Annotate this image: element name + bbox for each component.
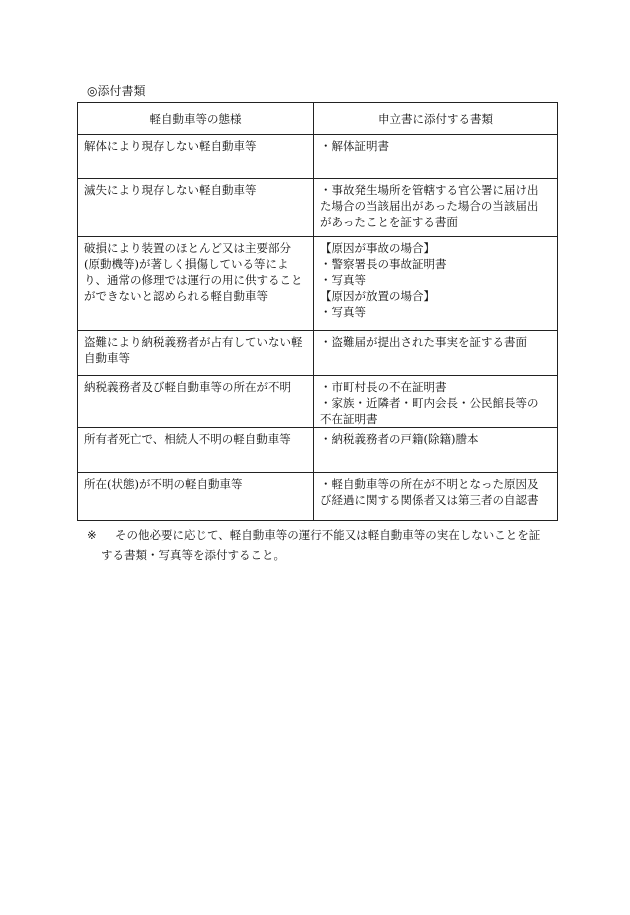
table-header-row <box>78 103 558 135</box>
condition-line: 解体により現存しない軽自動車等 <box>84 139 257 153</box>
note-line-2: する書類・写真等を添付すること。 <box>101 548 285 562</box>
condition-cell <box>78 237 314 331</box>
condition-cell <box>78 376 314 428</box>
footnote <box>87 525 557 565</box>
document-line: ・解体証明書 <box>320 139 389 153</box>
condition-line: ができないと認められる軽自動車等 <box>84 289 268 303</box>
document-line: ・警察署長の事故証明書 <box>320 257 447 271</box>
document-line: ・家族・近隣者・町内会長・公民館長等の <box>320 396 539 410</box>
condition-line: り、通常の修理では運行の用に供すること <box>84 273 303 287</box>
documents-cell <box>314 135 558 179</box>
documents-cell <box>314 179 558 237</box>
document-line: ・事故発生場所を管轄する官公署に届け出 <box>320 183 539 197</box>
document-line: び経過に関する関係者又は第三者の自認書 <box>320 493 539 507</box>
note-line-1: その他必要に応じて、軽自動車等の運行不能又は軽自動車等の実在しないことを証 <box>115 528 541 542</box>
note-mark: ※ <box>87 528 97 542</box>
table-row <box>78 473 558 521</box>
document-line: た場合の当該届出があった場合の当該届出 <box>320 199 539 213</box>
condition-cell <box>78 473 314 521</box>
table-row <box>78 428 558 473</box>
document-line: があったことを証する書面 <box>320 215 458 229</box>
section-heading: ◎添付書類 <box>87 84 146 98</box>
document-line: ・市町村長の不在証明書 <box>320 380 447 394</box>
table-row <box>78 376 558 428</box>
document-line: ・写真等 <box>320 305 366 319</box>
document-line: ・軽自動車等の所在が不明となった原因及 <box>320 477 539 491</box>
documents-cell <box>314 428 558 473</box>
documents-cell <box>314 237 558 331</box>
table-row <box>78 179 558 237</box>
documents-cell <box>314 376 558 428</box>
condition-line: 所在(状態)が不明の軽自動車等 <box>84 477 243 491</box>
condition-cell <box>78 135 314 179</box>
document-line: ・納税義務者の戸籍(除籍)謄本 <box>320 432 479 446</box>
document-line: ・盗難届が提出された事実を証する書面 <box>320 335 527 349</box>
attachment-table <box>77 102 558 521</box>
documents-cell <box>314 331 558 376</box>
condition-cell <box>78 331 314 376</box>
document-line: ・写真等 <box>320 273 366 287</box>
condition-line: 破損により装置のほとんど又は主要部分 <box>84 241 291 255</box>
condition-cell <box>78 428 314 473</box>
table-row <box>78 135 558 179</box>
condition-line: (原動機等)が著しく損傷している等によ <box>84 257 289 271</box>
header-condition: 軽自動車等の態様 <box>78 103 314 135</box>
document-line: 不在証明書 <box>320 412 378 426</box>
condition-cell <box>78 179 314 237</box>
condition-line: 滅失により現存しない軽自動車等 <box>84 183 257 197</box>
condition-line: 盗難により納税義務者が占有していない軽 <box>84 335 303 349</box>
condition-line: 自動車等 <box>84 351 130 365</box>
table-row <box>78 331 558 376</box>
condition-line: 所有者死亡で、相続人不明の軽自動車等 <box>84 432 291 446</box>
table-row <box>78 237 558 331</box>
header-documents: 申立書に添付する書類 <box>314 103 558 135</box>
document-line: 【原因が事故の場合】 <box>320 241 435 255</box>
document-line: 【原因が放置の場合】 <box>320 289 435 303</box>
documents-cell <box>314 473 558 521</box>
condition-line: 納税義務者及び軽自動車等の所在が不明 <box>84 380 291 394</box>
